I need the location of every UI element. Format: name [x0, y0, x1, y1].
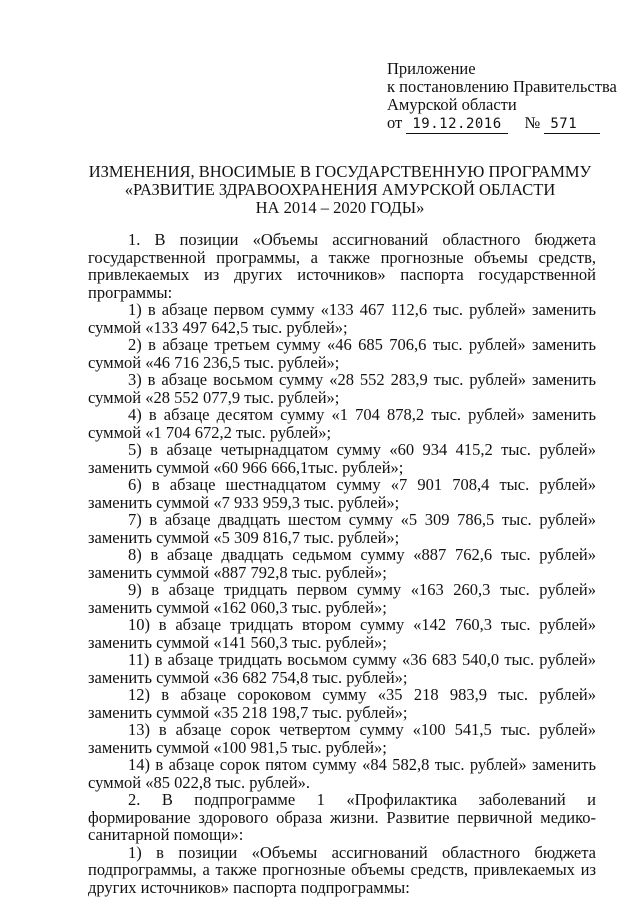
section-2-paragraph: 2. В подпрограмме 1 «Профилактика заболеваний и формирование здорового образа жизни. Развитие первичной медико-санитарной помощи»: [88, 790, 596, 844]
number-sign: № [524, 113, 541, 132]
amendment-item-3: 3) в абзаце восьмом сумму «28 552 283,9 тыс. рублей» заменить суммой «28 552 077,9 тыс. рублей»; [88, 370, 596, 407]
date-value: 19.12.2016 [406, 115, 508, 134]
appendix-block [387, 60, 617, 134]
section-1-paragraph: 1. В позиции «Объемы ассигнований областного бюджета государственной программы, а также прогнозные объемы средств, привлекаемых из других источников» паспорта государственной программы: [88, 230, 596, 302]
appendix-line-3: Амурской области [387, 95, 517, 114]
appendix-line-1: Приложение [387, 59, 476, 78]
amendment-item-12: 12) в абзаце сороковом сумму «35 218 983,9 тыс. рублей» заменить суммой «35 218 198,7 тыс. рублей»; [88, 685, 596, 722]
amendment-item-8: 8) в абзаце двадцать седьмом сумму «887 762,6 тыс. рублей» заменить суммой «887 792,8 тыс. рублей»; [88, 545, 596, 582]
amendment-item-2: 2) в абзаце третьем сумму «46 685 706,6 тыс. рублей» заменить суммой «46 716 236,5 тыс. рублей»; [88, 335, 596, 372]
amendment-item-13: 13) в абзаце сорок четвертом сумму «100 541,5 тыс. рублей» заменить суммой «100 981,5 тыс. рублей»; [88, 720, 596, 757]
amendment-item-10: 10) в абзаце тридцать втором сумму «142 760,3 тыс. рублей» заменить суммой «141 560,3 тыс. рублей»; [88, 615, 596, 652]
amendment-item-4: 4) в абзаце десятом сумму «1 704 878,2 тыс. рублей» заменить суммой «1 704 672,2 тыс. рублей»; [88, 405, 596, 442]
amendment-item-9: 9) в абзаце тридцать первом сумму «163 260,3 тыс. рублей» заменить суммой «162 060,3 тыс. рублей»; [88, 580, 596, 617]
title-line-2: «РАЗВИТИЕ ЗДРАВООХРАНЕНИЯ АМУРСКОЙ ОБЛАСТИ [124, 180, 556, 199]
amendment-item-14: 14) в абзаце сорок пятом сумму «84 582,8 тыс. рублей» заменить суммой «85 022,8 тыс. рублей». [88, 755, 596, 792]
appendix-date-line [387, 114, 617, 134]
appendix-line-2: к постановлению Правительства [387, 77, 617, 96]
document-body [88, 231, 596, 896]
title-line-3: НА 2014 – 2020 ГОДЫ» [255, 198, 425, 217]
amendment-item-7: 7) в абзаце двадцать шестом сумму «5 309 786,5 тыс. рублей» заменить суммой «5 309 816,7 тыс. рублей»; [88, 510, 596, 547]
amendment-item-1: 1) в абзаце первом сумму «133 467 112,6 тыс. рублей» заменить суммой «133 497 642,5 тыс. рублей»; [88, 300, 596, 337]
amendment-item-5: 5) в абзаце четырнадцатом сумму «60 934 415,2 тыс. рублей» заменить суммой «60 966 666,1тыс. рублей»; [88, 440, 596, 477]
number-value: 571 [544, 115, 600, 134]
document-title [80, 163, 600, 217]
section-2-item-1: 1) в позиции «Объемы ассигнований областного бюджета подпрограммы, а также прогнозные объемы средств, привлекаемых из других источников» паспорта подпрограммы: [88, 842, 596, 897]
title-line-1: ИЗМЕНЕНИЯ, ВНОСИМЫЕ В ГОСУДАРСТВЕННУЮ ПРОГРАММУ [88, 162, 592, 181]
amendment-item-11: 11) в абзаце тридцать восьмом сумму «36 683 540,0 тыс. рублей» заменить суммой «36 682 754,8 тыс. рублей»; [88, 650, 596, 687]
amendment-item-6: 6) в абзаце шестнадцатом сумму «7 901 708,4 тыс. рублей» заменить суммой «7 933 959,3 тыс. рублей»; [88, 475, 596, 512]
date-prefix: от [387, 113, 403, 132]
